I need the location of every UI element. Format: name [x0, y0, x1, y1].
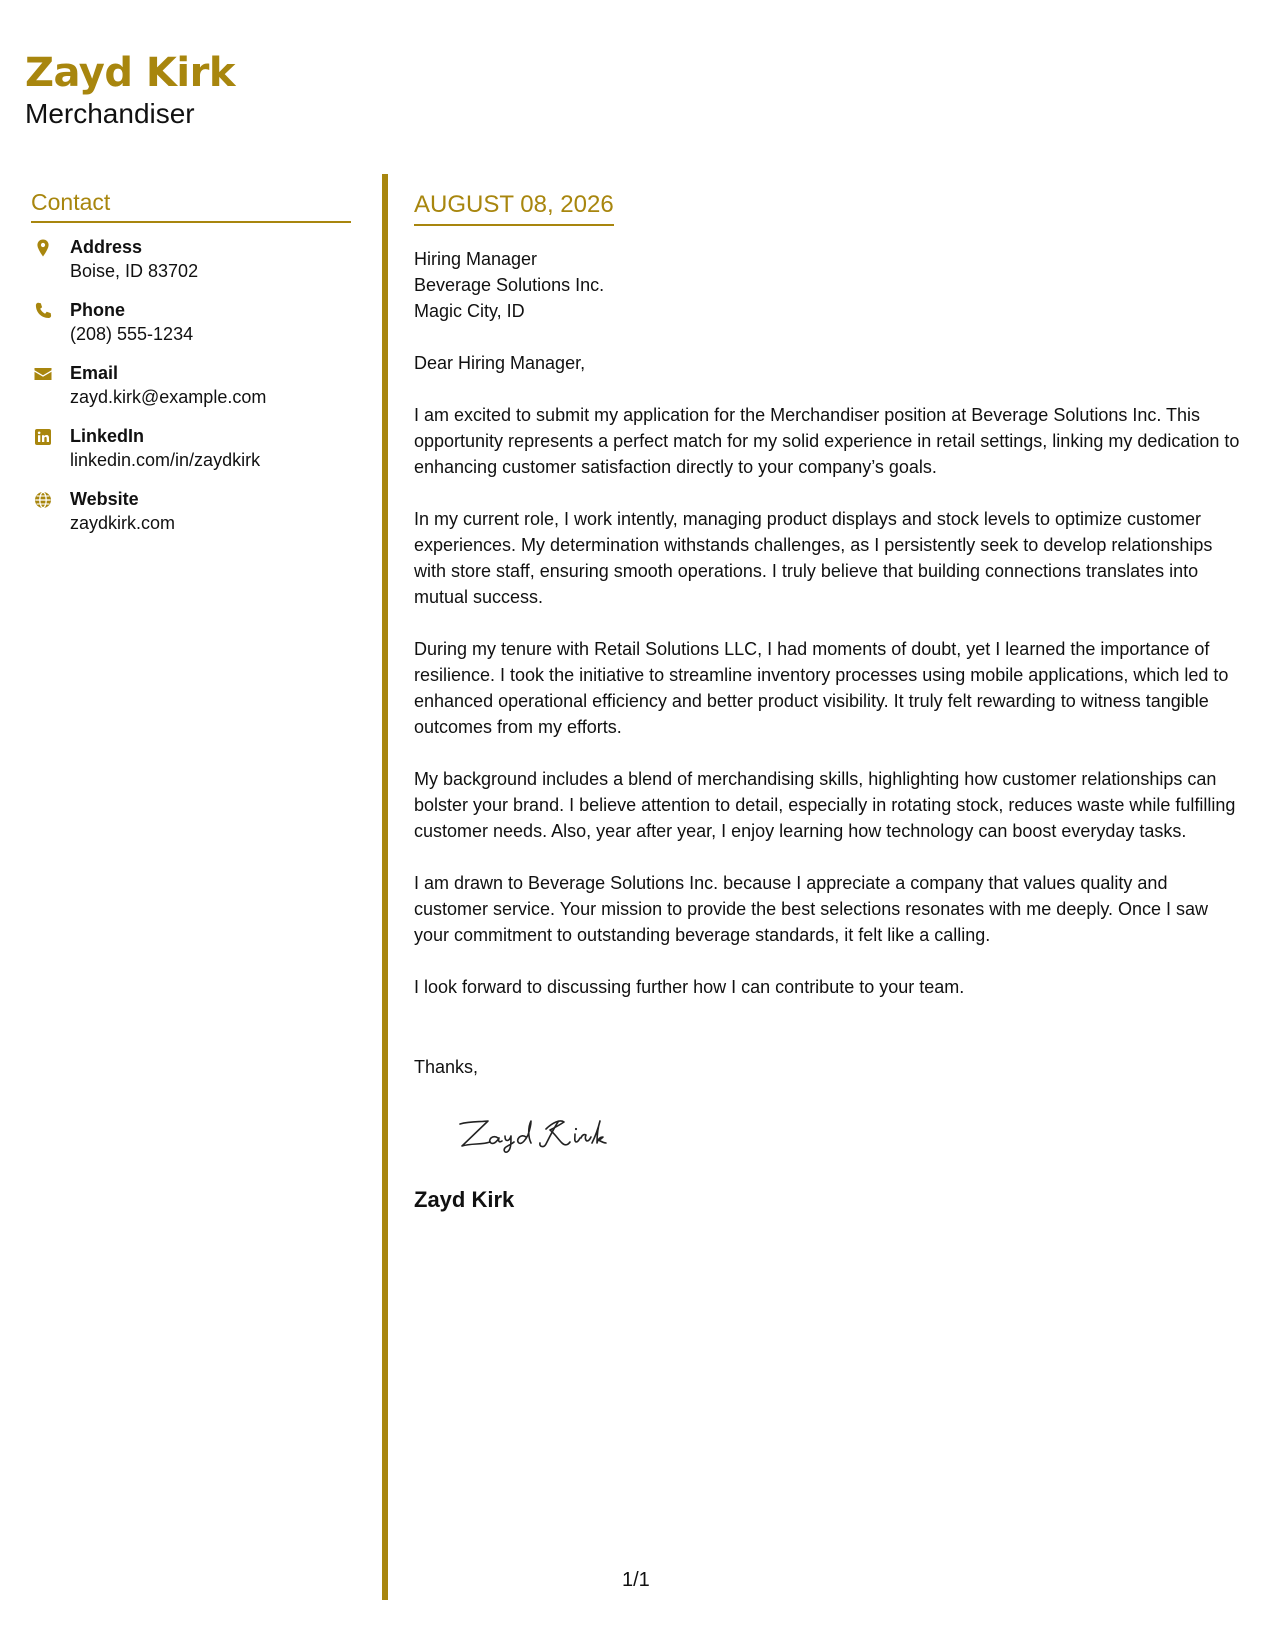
- recipient-line: Beverage Solutions Inc.: [414, 275, 605, 295]
- recipient-line: Magic City, ID: [414, 301, 525, 321]
- closing: Thanks,: [414, 1057, 479, 1077]
- globe-icon: [33, 490, 53, 510]
- contact-label: Address: [70, 237, 143, 257]
- contact-label: LinkedIn: [70, 426, 145, 446]
- website-value: zaydkirk.com: [70, 513, 176, 533]
- contact-item-website: [31, 487, 351, 550]
- applicant-name: Zayd Kirk: [25, 50, 235, 96]
- contact-item-linkedin: [31, 424, 351, 487]
- vertical-divider: [382, 174, 388, 1600]
- contact-heading: Contact: [31, 188, 351, 223]
- contact-label: Phone: [70, 300, 126, 320]
- page-number: 1/1: [622, 1569, 650, 1591]
- phone-icon: [33, 301, 53, 321]
- letter-body: [414, 190, 1244, 1214]
- handwritten-signature: [454, 1112, 644, 1158]
- signer-name: Zayd Kirk: [414, 1187, 515, 1212]
- contact-item-phone: [31, 298, 351, 361]
- phone-value: (208) 555-1234: [70, 324, 194, 344]
- contact-item-address: [31, 235, 351, 298]
- recipient-block: [414, 246, 1244, 324]
- map-pin-icon: [33, 238, 53, 258]
- job-title: Merchandiser: [25, 98, 195, 129]
- body-paragraph: During my tenure with Retail Solutions LLC, I had moments of doubt, yet I learned the importance of resilience. I took the initiative to streamline inventory processes using mobile applications, which led to enhanced operational efficiency and better product visibility. It truly felt rewarding to witness tangible outcomes from my efforts.: [414, 639, 1229, 737]
- address-value: Boise, ID 83702: [70, 261, 199, 281]
- date-block: [414, 190, 614, 226]
- contact-item-email: [31, 361, 351, 424]
- letter-date: AUGUST 08, 2026: [414, 191, 614, 218]
- body-paragraph: I am excited to submit my application for the Merchandiser position at Beverage Solutions Inc. This opportunity represents a perfect match for my solid experience in retail settings, linking my dedication to enhancing customer satisfaction directly to your company’s goals.: [414, 405, 1240, 477]
- envelope-icon: [33, 364, 53, 384]
- contact-label: Email: [70, 363, 119, 383]
- linkedin-icon: [33, 427, 53, 447]
- contact-sidebar: [31, 188, 351, 550]
- salutation: Dear Hiring Manager,: [414, 353, 586, 373]
- body-paragraph: I am drawn to Beverage Solutions Inc. because I appreciate a company that values quality and customer service. Your mission to provide the best selections resonates with me deeply. Once I saw your commitment to outstanding beverage standards, it felt like a calling.: [414, 873, 1209, 945]
- header: [25, 48, 235, 131]
- body-paragraph: In my current role, I work intently, managing product displays and stock levels to optimize customer experiences. My determination withstands challenges, as I persistently seek to develop relationships with store staff, ensuring smooth operations. I truly believe that building connections translates into mutual success.: [414, 509, 1213, 607]
- body-paragraph: I look forward to discussing further how I can contribute to your team.: [414, 977, 965, 997]
- body-paragraph: My background includes a blend of merchandising skills, highlighting how customer relationships can bolster your brand. I believe attention to detail, especially in rotating stock, reduces waste while fulfilling customer needs. Also, year after year, I enjoy learning how technology can boost everyday tasks.: [414, 769, 1236, 841]
- contact-list: [31, 235, 351, 550]
- linkedin-value: linkedin.com/in/zaydkirk: [70, 450, 261, 470]
- email-value: zayd.kirk@example.com: [70, 387, 267, 407]
- recipient-line: Hiring Manager: [414, 249, 538, 269]
- contact-label: Website: [70, 489, 139, 509]
